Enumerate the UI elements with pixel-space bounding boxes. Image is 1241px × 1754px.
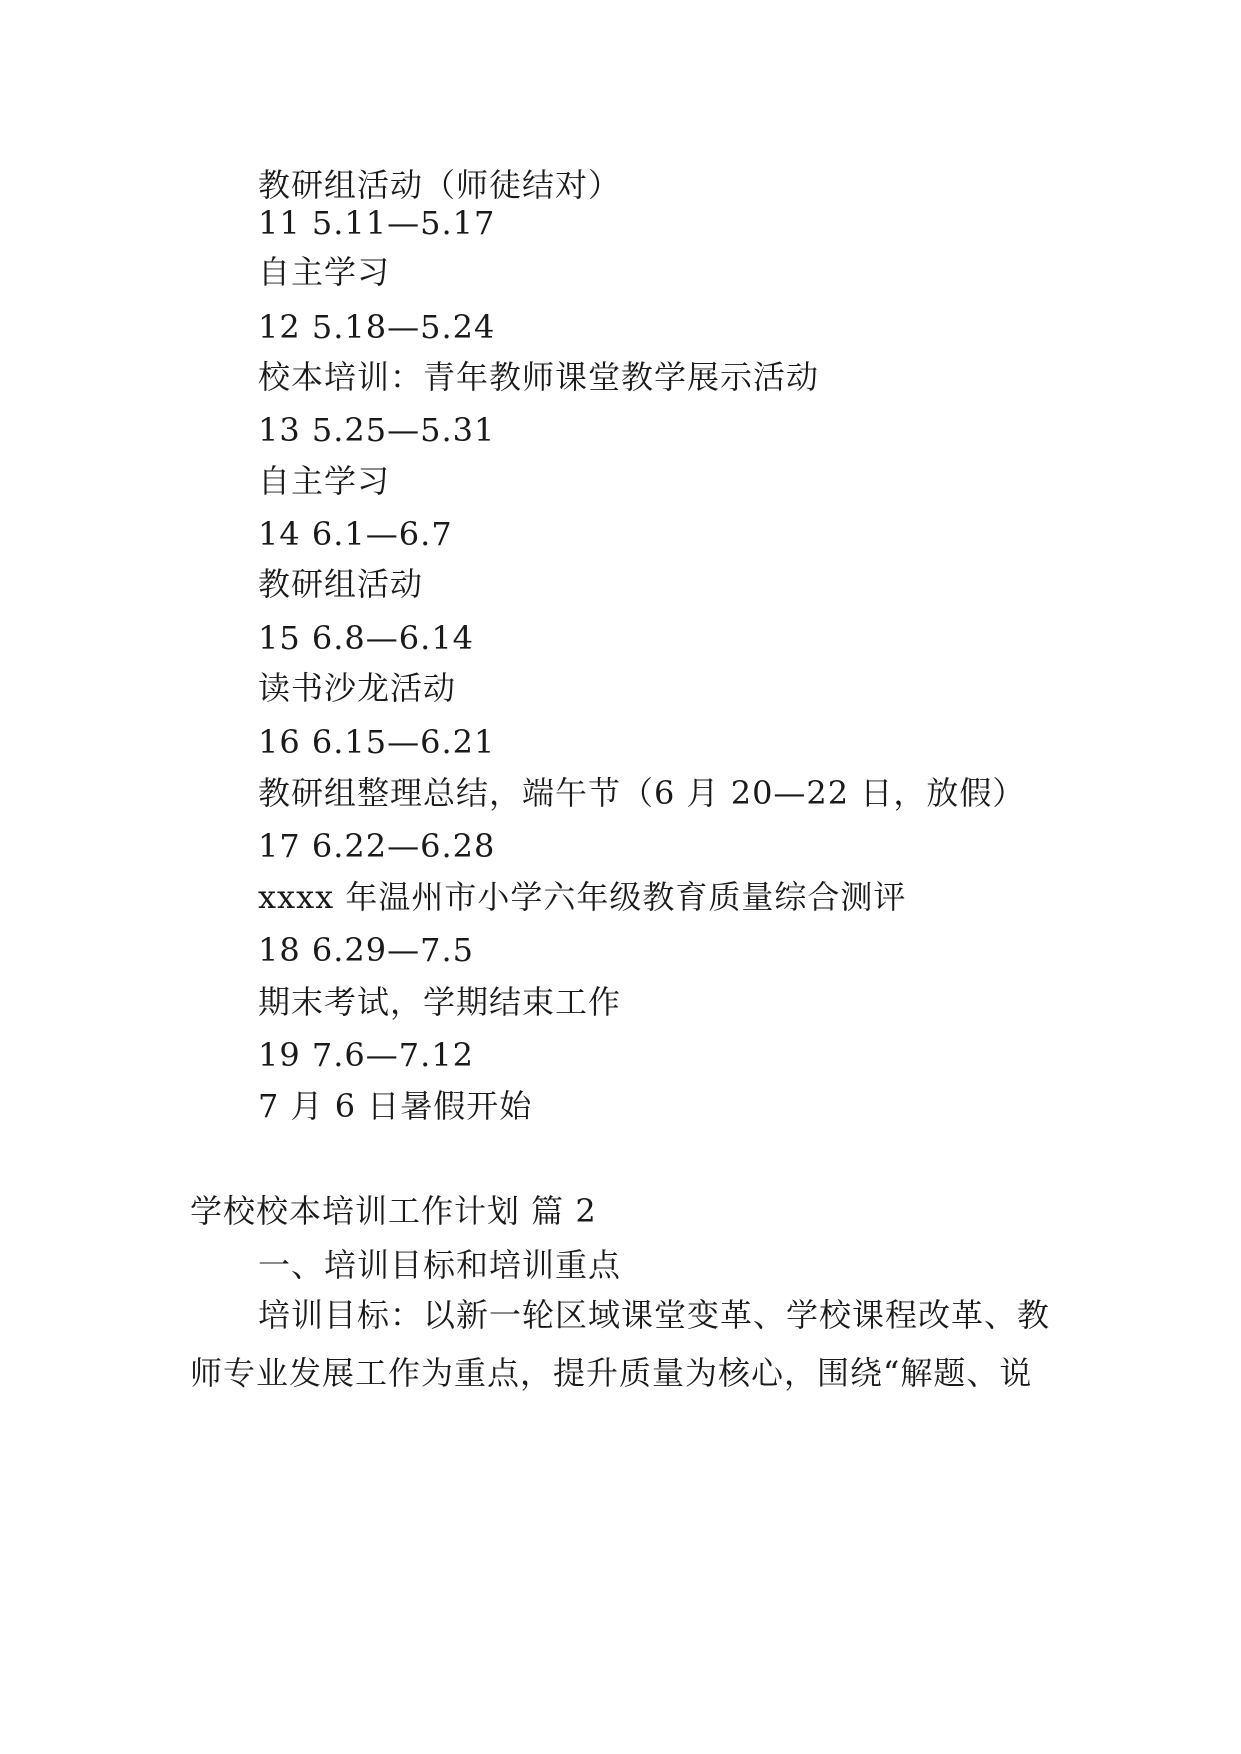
schedule-line: 教研组整理总结，端午节（6 月 20—22 日，放假） <box>258 774 1026 812</box>
section-title: 学校校本培训工作计划 篇 2 <box>190 1192 597 1230</box>
body-paragraph: 培训目标：以新一轮区域课堂变革、学校课程改革、教师专业发展工作为重点，提升质量为核心，围绕“解题、说 <box>190 1296 1051 1392</box>
schedule-line: 读书沙龙活动 <box>258 669 457 707</box>
schedule-line: 18 6.29—7.5 <box>258 931 475 969</box>
schedule-line: 自主学习 <box>258 253 391 291</box>
schedule-line: 19 7.6—7.12 <box>258 1036 475 1074</box>
section-heading: 一、培训目标和培训重点 <box>258 1246 622 1284</box>
schedule-line: 教研组活动 <box>258 565 424 603</box>
schedule-line: 14 6.1—6.7 <box>258 515 453 553</box>
schedule-line: 自主学习 <box>258 462 391 500</box>
schedule-line: 12 5.18—5.24 <box>258 308 496 346</box>
schedule-line: 7 月 6 日暑假开始 <box>258 1087 533 1125</box>
schedule-line: 16 6.15—6.21 <box>258 723 496 761</box>
schedule-line: 15 6.8—6.14 <box>258 619 475 657</box>
schedule-line: 期末考试，学期结束工作 <box>258 983 622 1021</box>
schedule-line: xxxx 年温州市小学六年级教育质量综合测评 <box>258 878 907 916</box>
schedule-line: 11 5.11—5.17 <box>258 204 496 242</box>
schedule-line: 13 5.25—5.31 <box>258 411 496 449</box>
schedule-line: 17 6.22—6.28 <box>258 827 496 865</box>
schedule-line: 校本培训：青年教师课堂教学展示活动 <box>258 358 820 396</box>
schedule-line: 教研组活动（师徒结对） <box>258 166 622 204</box>
